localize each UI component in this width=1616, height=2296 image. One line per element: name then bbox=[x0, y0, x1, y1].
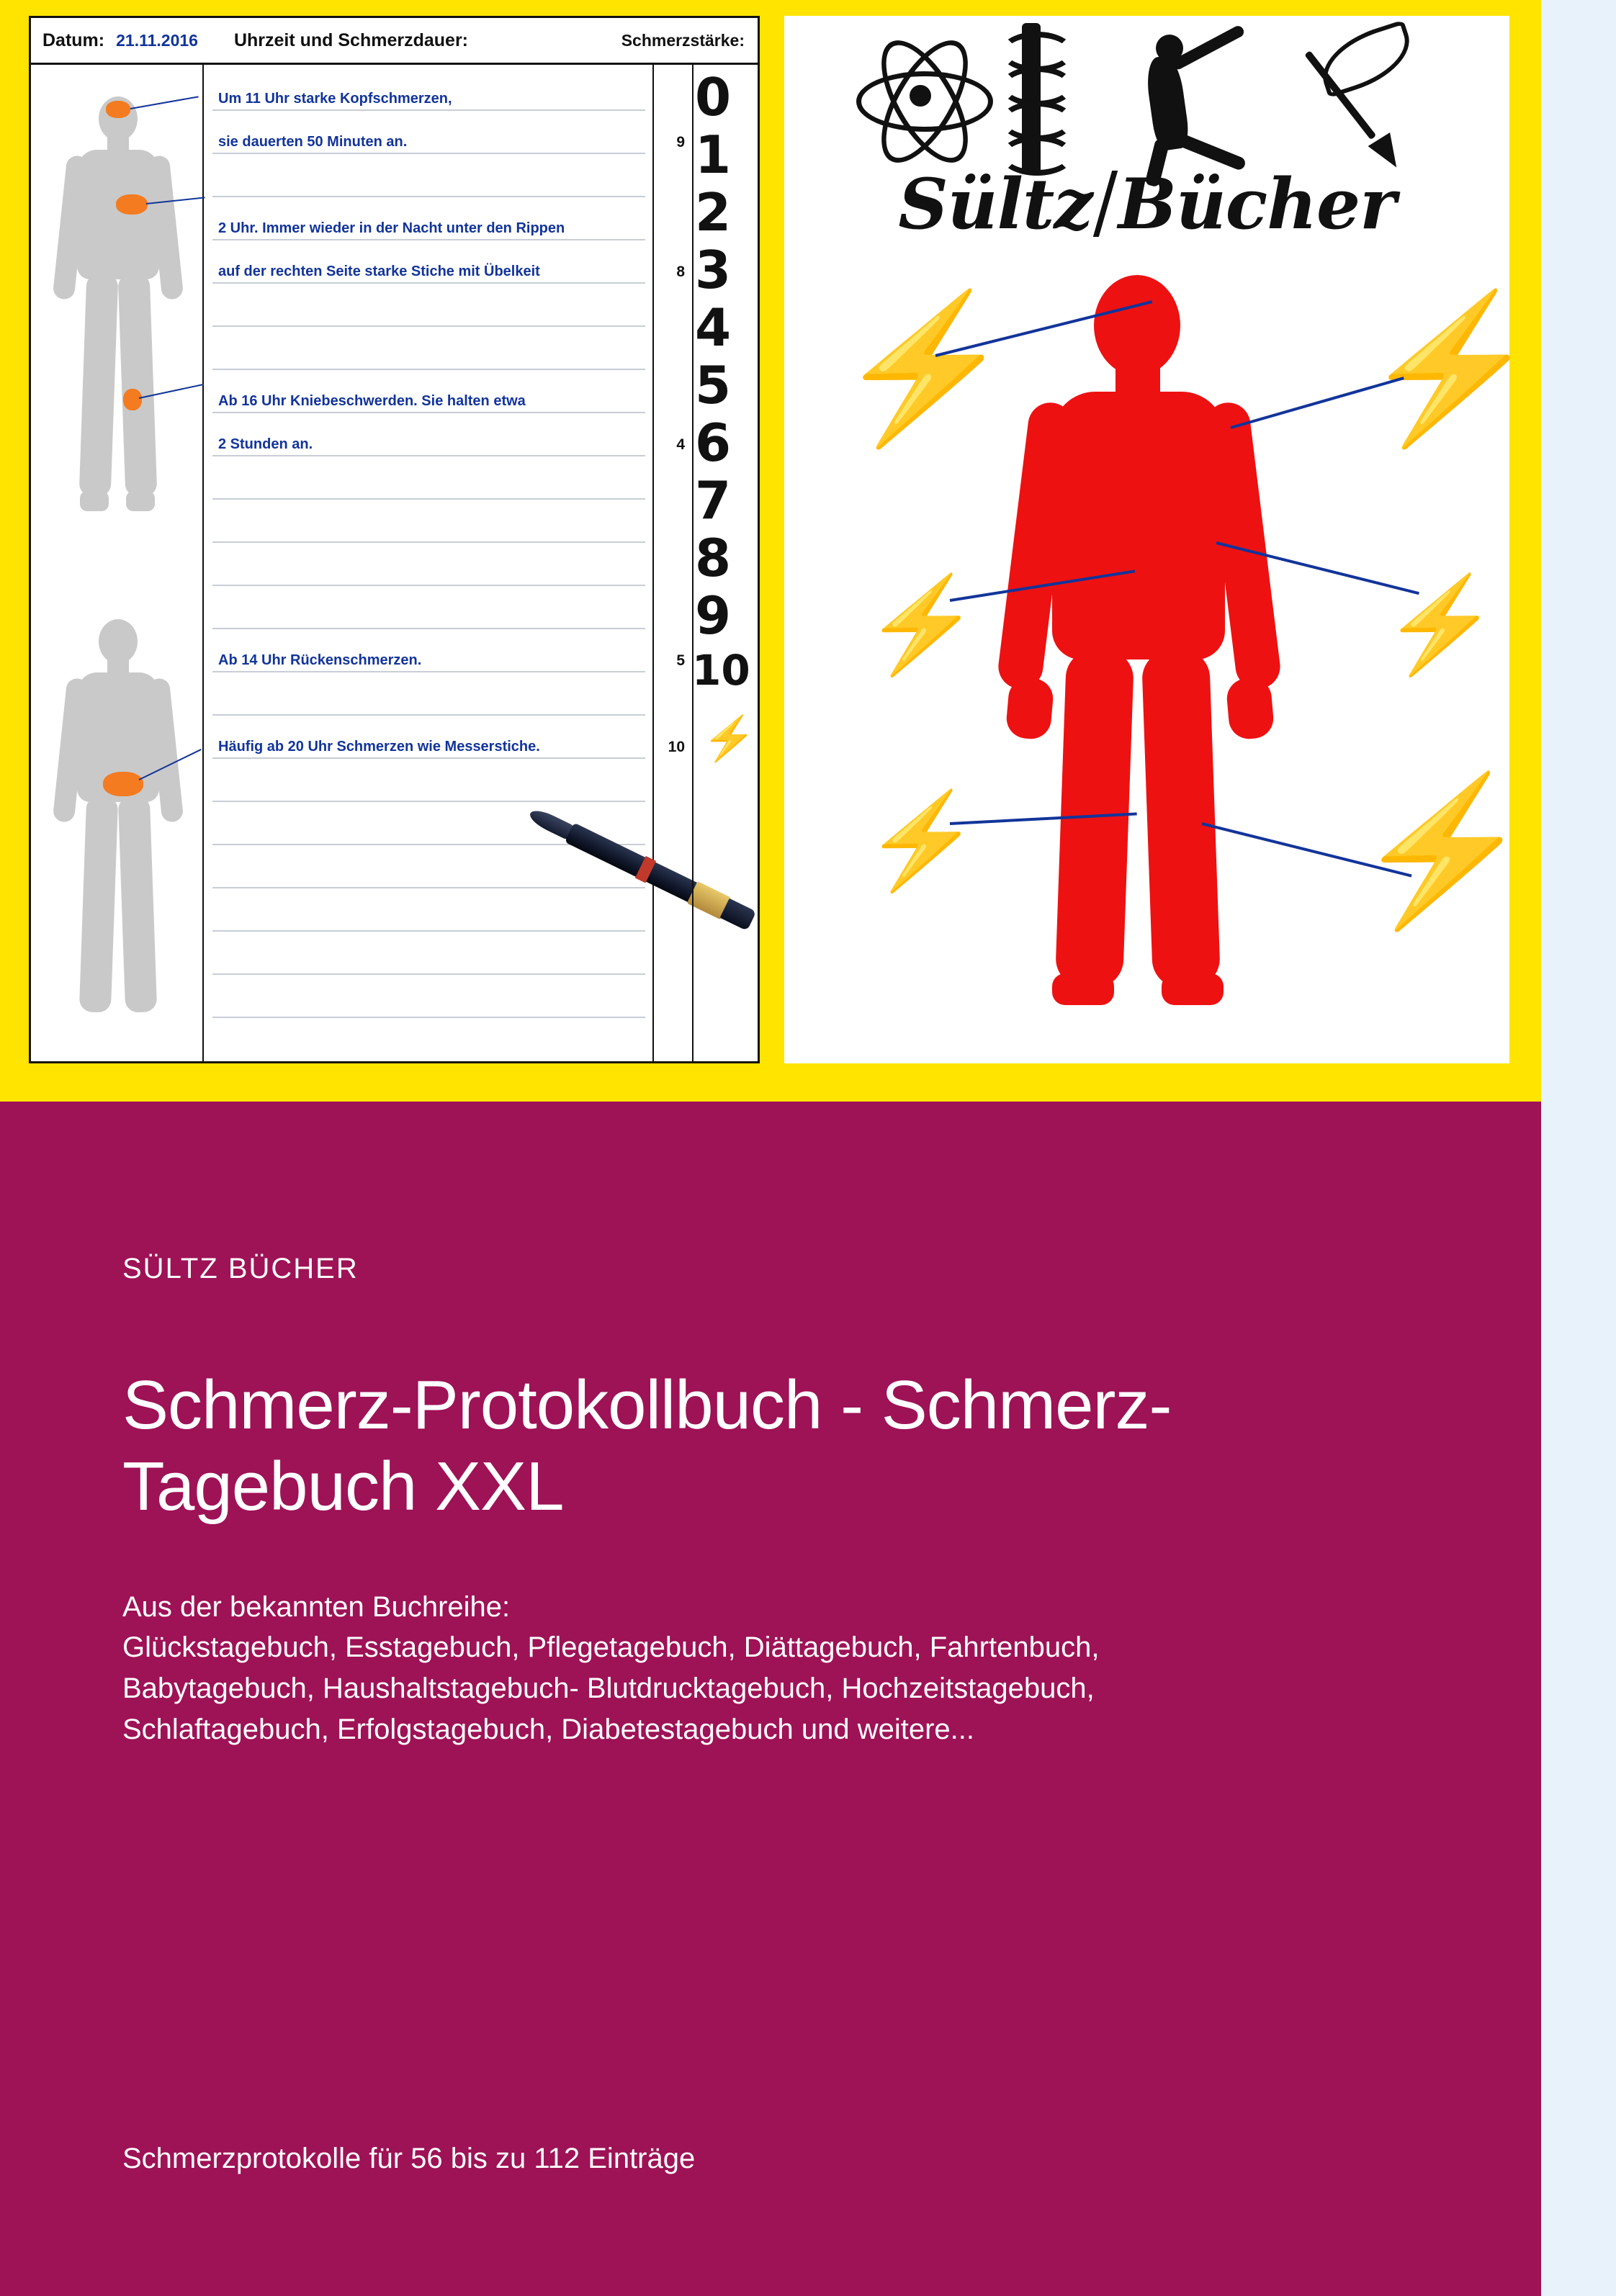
logo-word-buecher: Bücher bbox=[1118, 163, 1396, 245]
entry-score: 5 bbox=[676, 652, 685, 669]
scale-digit: 9 bbox=[695, 585, 732, 646]
cover-image-band bbox=[0, 0, 1541, 1102]
lightning-bolt-icon: ⚡ bbox=[1360, 288, 1540, 449]
pain-marker-knee bbox=[123, 389, 142, 410]
red-body-illustration bbox=[784, 261, 1540, 1053]
scale-digit: 5 bbox=[695, 355, 732, 415]
time-duration-label: Uhrzeit und Schmerzdauer: bbox=[233, 30, 469, 50]
pain-strength-label: Schmerzstärke: bbox=[621, 30, 745, 50]
pain-scale-digits bbox=[692, 65, 760, 1063]
scale-digit: 10 bbox=[692, 646, 750, 695]
snake-icon bbox=[1000, 32, 1065, 168]
entry-lines-column bbox=[202, 65, 654, 1063]
entry-score: 10 bbox=[668, 739, 685, 755]
series-line-3: Schlaftagebuch, Erfolgstagebuch, Diabetestagebuch und weitere... bbox=[122, 1713, 975, 1745]
lightning-bolt-icon: ⚡ bbox=[863, 572, 980, 677]
scale-digit: 4 bbox=[695, 297, 732, 358]
series-intro: Aus der bekannten Buchreihe: bbox=[122, 1590, 511, 1623]
entry-text: Ab 14 Uhr Rückenschmerzen. bbox=[218, 652, 422, 668]
lightning-bolt-icon: ⚡ bbox=[1353, 770, 1533, 931]
scale-digit: 6 bbox=[695, 413, 732, 473]
publisher-name: SÜLTZ BÜCHER bbox=[122, 1253, 359, 1284]
date-label: Datum: bbox=[42, 30, 105, 50]
series-block bbox=[122, 1587, 1419, 1750]
logo-word-suelz: Sültz bbox=[898, 163, 1092, 245]
pain-protocol-sheet bbox=[29, 16, 760, 1063]
sheet-header bbox=[31, 18, 758, 65]
date-value: 21.11.2016 bbox=[116, 30, 198, 50]
pain-marker-back bbox=[103, 772, 143, 796]
body-figure-column bbox=[31, 65, 204, 1063]
logo-divider bbox=[1093, 171, 1118, 237]
series-line-1: Glückstagebuch, Esstagebuch, Pflegetagebuch, Diättagebuch, Fahrtenbuch, bbox=[122, 1631, 1100, 1664]
scale-digit: 7 bbox=[695, 470, 732, 531]
entries-count-note: Schmerzprotokolle für 56 bis zu 112 Einträge bbox=[122, 2143, 696, 2174]
scale-digit: 3 bbox=[695, 240, 732, 300]
entry-score: 8 bbox=[676, 264, 685, 280]
book-title: Schmerz-Protokollbuch - Schmerz-Tagebuch XXL bbox=[122, 1367, 1172, 1526]
pain-marker-ribs bbox=[116, 194, 148, 215]
publisher-logo-text bbox=[784, 163, 1509, 245]
scale-digit: 0 bbox=[695, 67, 732, 127]
entry-score: 4 bbox=[676, 436, 685, 453]
dancer-icon bbox=[1094, 19, 1252, 184]
scale-digit: 2 bbox=[695, 182, 732, 243]
lightning-bolt-icon: ⚡ bbox=[835, 288, 1015, 449]
body-front-figure bbox=[31, 79, 202, 583]
cover-text-band bbox=[0, 1102, 1541, 2296]
entry-score: 9 bbox=[676, 134, 685, 150]
entry-text: Um 11 Uhr starke Kopfschmerzen, bbox=[218, 91, 452, 107]
sheet-body bbox=[31, 65, 758, 1063]
lightning-bolt-icon: ⚡ bbox=[1382, 572, 1499, 677]
entry-text: Häufig ab 20 Uhr Schmerzen wie Messerstiche. bbox=[218, 739, 540, 755]
publisher-logo bbox=[784, 16, 1509, 261]
lightning-bolt-icon: ⚡ bbox=[863, 788, 980, 893]
entry-text: Ab 16 Uhr Kniebeschwerden. Sie halten etwa bbox=[218, 393, 526, 409]
entry-text: auf der rechten Seite starke Stiche mit Übelkeit bbox=[218, 264, 540, 279]
entry-text: 2 Uhr. Immer wieder in der Nacht unter den Rippen bbox=[218, 220, 565, 236]
scale-digit: 1 bbox=[695, 125, 732, 185]
lightning-icon: ⚡ bbox=[702, 714, 756, 762]
protocol-sheet-panel bbox=[0, 0, 774, 1102]
entry-text: 2 Stunden an. bbox=[218, 436, 313, 452]
body-back-figure bbox=[31, 612, 202, 1058]
pain-marker-head bbox=[106, 101, 130, 118]
logo-sheet bbox=[784, 16, 1540, 1063]
logo-panel bbox=[774, 0, 1541, 1102]
series-line-2: Babytagebuch, Haushaltstagebuch- Blutdrucktagebuch, Hochzeitstagebuch, bbox=[122, 1673, 1095, 1705]
atom-icon bbox=[856, 32, 986, 161]
pain-scale-column bbox=[652, 65, 760, 1063]
entry-text: sie dauerten 50 Minuten an. bbox=[218, 134, 408, 150]
scale-digit: 8 bbox=[695, 528, 732, 588]
entry-score-column bbox=[652, 65, 693, 1063]
